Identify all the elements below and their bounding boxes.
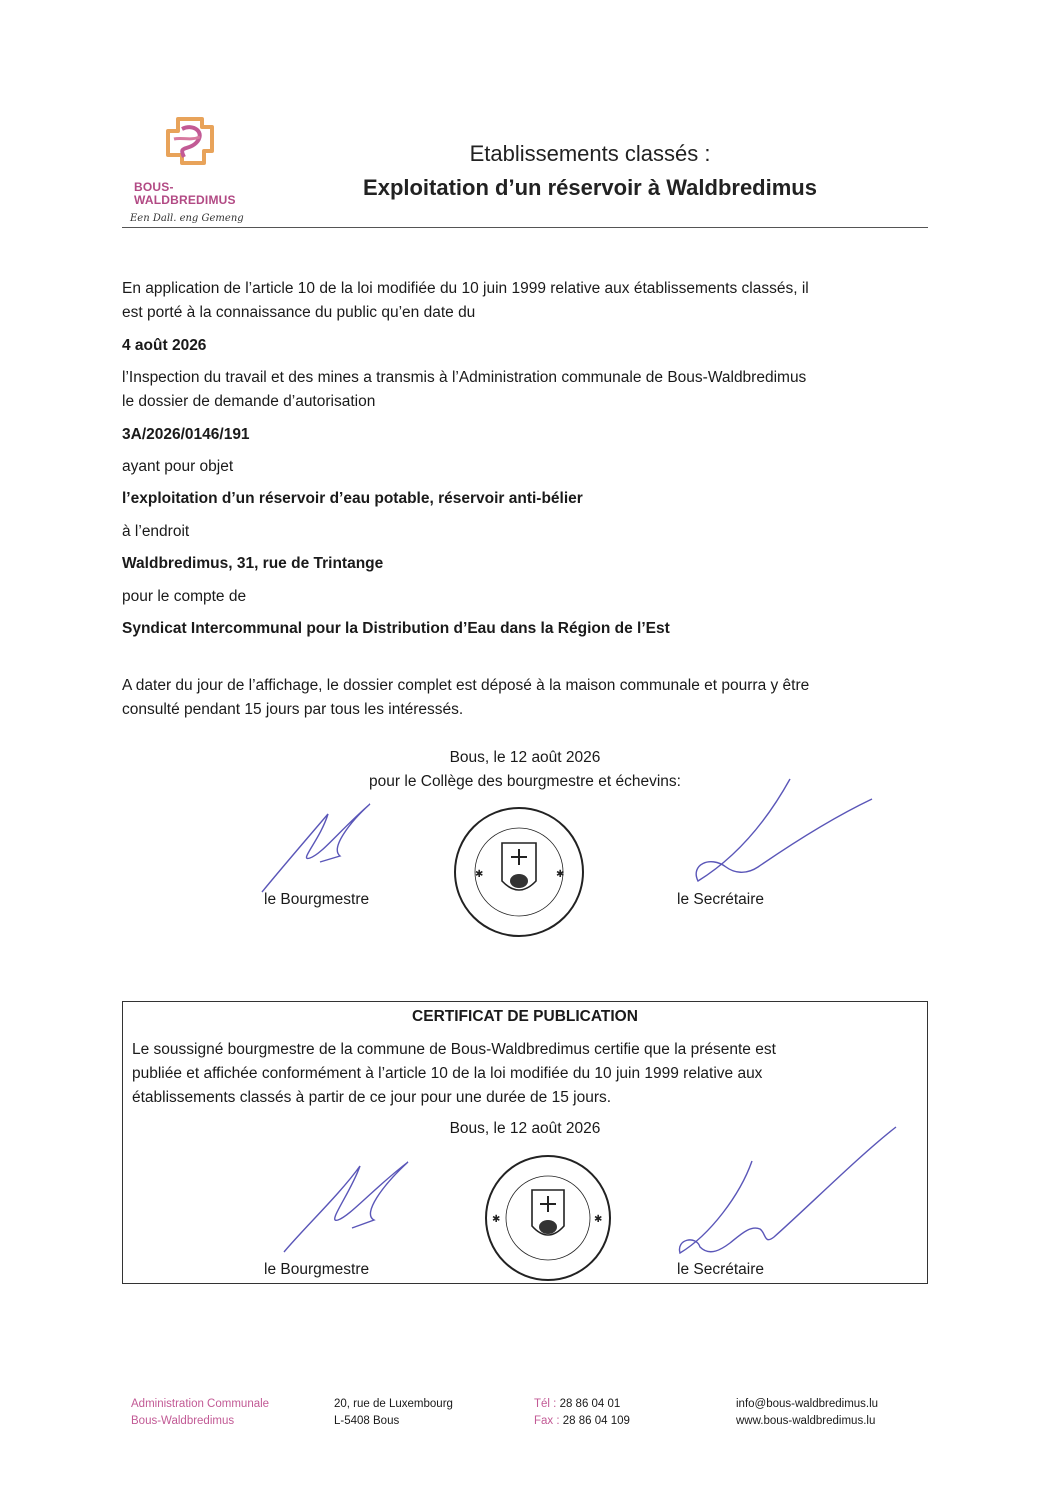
mayor-signature-icon	[250, 800, 400, 900]
footer-phone	[534, 1396, 630, 1430]
footer-address-line2: L-5408 Bous	[334, 1415, 400, 1427]
consult-paragraph	[122, 674, 928, 722]
file-number: 3A/2026/0146/191	[122, 426, 250, 443]
object-value: l’exploitation d’un réservoir d’eau potable, réservoir anti-bélier	[122, 490, 583, 507]
certificate-line1: Le soussigné bourgmestre de la commune de Bous-Waldbredimus certifie que la présente est	[132, 1041, 776, 1058]
logo-name-line2: WALDBREDIMUS	[134, 193, 236, 207]
footer-org-line1: Administration Communale	[131, 1398, 270, 1410]
location-label: à l’endroit	[122, 523, 190, 540]
inspection-line2: le dossier de demande d’autorisation	[122, 393, 376, 410]
account-value: Syndicat Intercommunal pour la Distribution d’Eau dans la Région de l’Est	[122, 620, 670, 637]
municipality-logo	[130, 115, 260, 233]
svg-text:✱: ✱	[475, 869, 484, 880]
certificate-line2: publiée et affichée conformément à l’article 10 de la loi modifiée du 10 juin 1999 relative aux	[132, 1065, 763, 1082]
footer-email[interactable]: info@bous-waldbredimus.lu	[736, 1398, 879, 1410]
inspection-line1: l’Inspection du travail et des mines a transmis à l’Administration communale de Bous-Waldbredimus	[122, 369, 807, 386]
header-divider	[122, 227, 928, 228]
svg-text:✱: ✱	[492, 1214, 501, 1225]
footer-fax: 28 86 04 109	[562, 1415, 630, 1427]
inspection-paragraph	[122, 366, 928, 414]
object-label: ayant pour objet	[122, 458, 234, 475]
intro-line2: est porté à la connaissance du public qu’en date du	[122, 304, 476, 321]
page-title-line2: Exploitation d’un réservoir à Waldbredimus	[363, 175, 817, 200]
certificate-title: CERTIFICAT DE PUBLICATION	[412, 1008, 638, 1025]
account-label: pour le compte de	[122, 588, 247, 605]
notice-date: 4 août 2026	[122, 337, 207, 354]
logo-name-line1: BOUS-	[134, 180, 174, 194]
logo-tagline: Een Dall. eng Gemeng	[130, 213, 244, 224]
footer-tel-label: Tél :	[534, 1398, 560, 1410]
intro-line1: En application de l’article 10 de la loi modifiée du 10 juin 1999 relative aux établissements classés, il	[122, 280, 809, 297]
consult-line2: consulté pendant 15 jours par tous les intéressés.	[122, 701, 464, 718]
certificate-text	[132, 1038, 918, 1110]
footer-org-line2: Bous-Waldbredimus	[131, 1415, 235, 1427]
secretary-label: le Secrétaire	[677, 891, 765, 908]
intro-paragraph	[122, 277, 928, 325]
footer-address	[334, 1396, 453, 1430]
certificate-line3: établissements classés à partir de ce jour pour une durée de 15 jours.	[132, 1089, 612, 1106]
logo-emblem-icon	[160, 115, 220, 179]
secretary-signature-icon	[680, 775, 880, 895]
svg-text:✱: ✱	[594, 1214, 603, 1225]
signature-college: pour le Collège des bourgmestre et échevins:	[369, 773, 681, 790]
certificate-seal-icon	[478, 1150, 618, 1286]
certificate-secretary-signature-icon	[670, 1125, 910, 1265]
signature-place-date: Bous, le 12 août 2026	[449, 749, 601, 766]
footer-contact	[736, 1396, 878, 1430]
certificate-mayor-label: le Bourgmestre	[264, 1261, 370, 1278]
footer-organization	[131, 1396, 269, 1430]
municipal-seal-icon	[450, 803, 588, 941]
page-title-line1: Etablissements classés :	[469, 141, 711, 166]
consult-line1: A dater du jour de l’affichage, le dossier complet est déposé à la maison communale et pourra y être	[122, 677, 810, 694]
certificate-mayor-signature-icon	[270, 1158, 420, 1258]
location-value: Waldbredimus, 31, rue de Trintange	[122, 555, 384, 572]
footer-address-line1: 20, rue de Luxembourg	[334, 1398, 453, 1410]
footer-tel: 28 86 04 01	[559, 1398, 621, 1410]
mayor-label: le Bourgmestre	[264, 891, 370, 908]
footer-website[interactable]: www.bous-waldbredimus.lu	[736, 1415, 876, 1427]
certificate-place-date: Bous, le 12 août 2026	[449, 1120, 601, 1137]
svg-text:✱: ✱	[556, 869, 565, 880]
certificate-secretary-label: le Secrétaire	[677, 1261, 765, 1278]
footer-fax-label: Fax :	[534, 1415, 563, 1427]
